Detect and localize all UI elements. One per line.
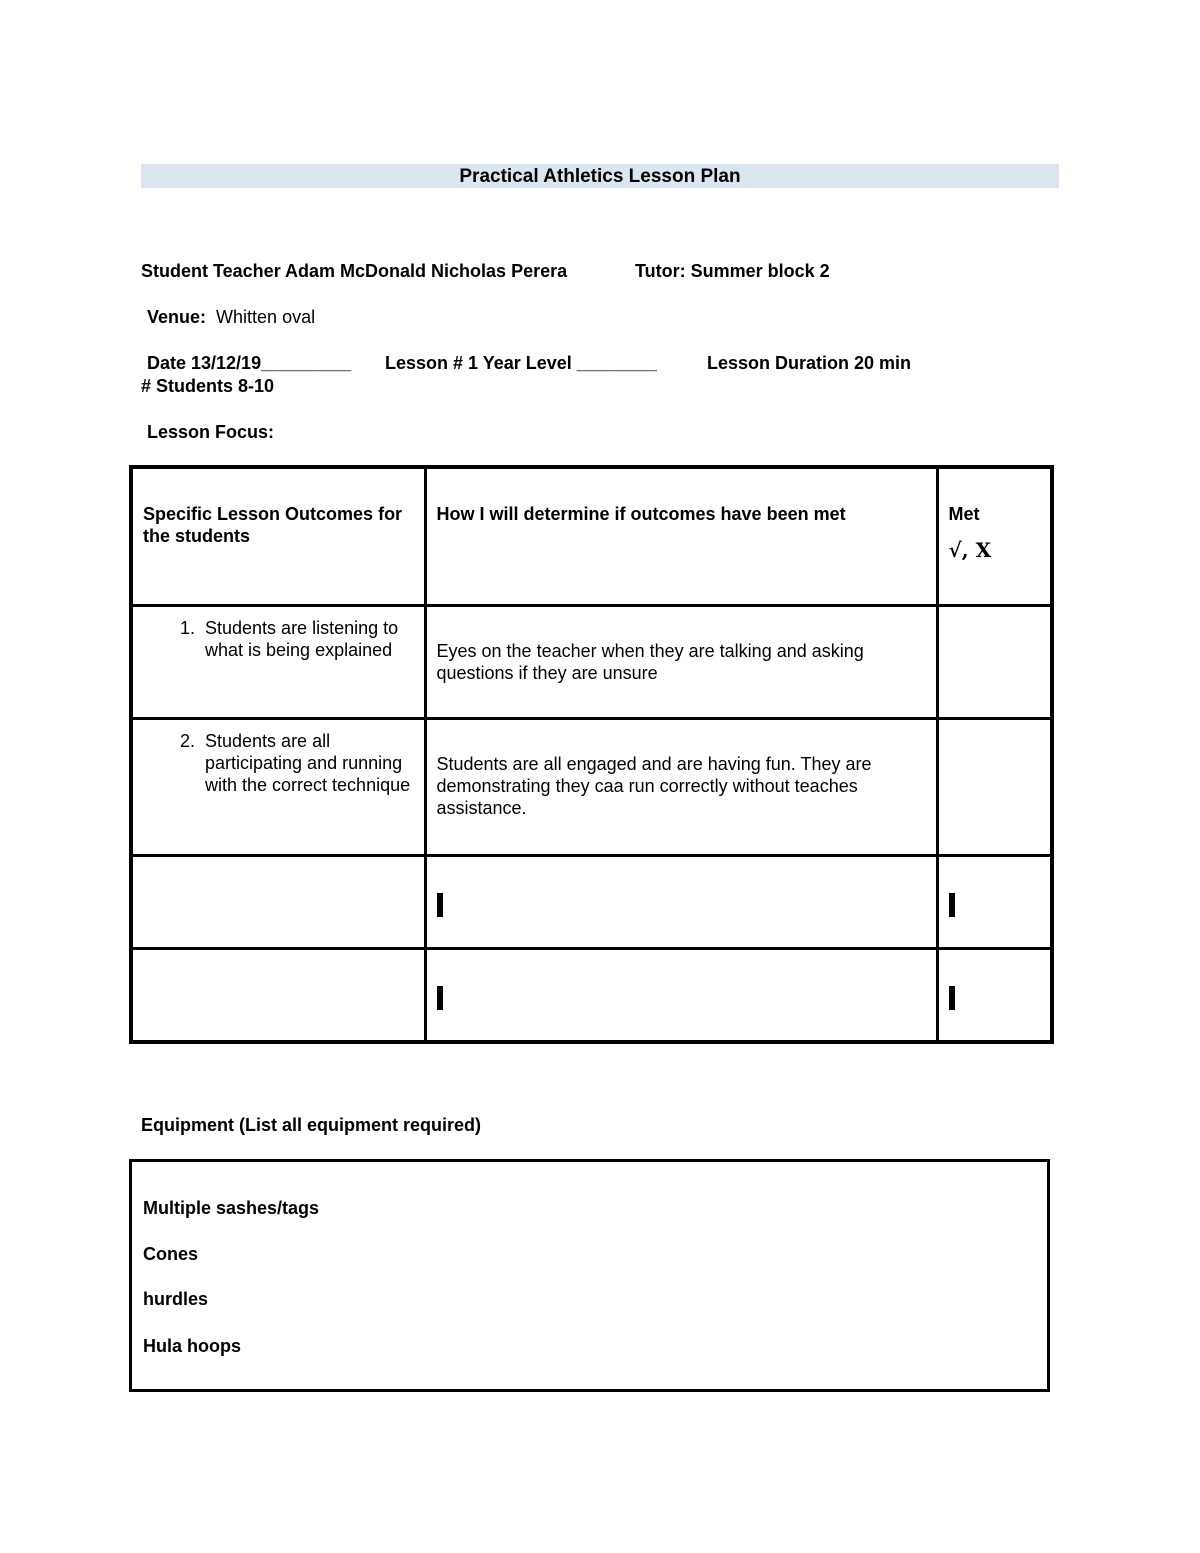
met-cell-empty[interactable]	[937, 948, 1052, 1042]
determine-cell-empty[interactable]	[425, 948, 937, 1042]
venue-line	[147, 306, 315, 328]
outcome-cell-empty[interactable]	[131, 855, 425, 948]
determine-cell[interactable]	[425, 718, 937, 855]
list-item: hurdles	[143, 1289, 209, 1309]
list-item: Multiple sashes/tags	[143, 1198, 320, 1218]
outcome-text: Students are all participating and running with the correct technique	[205, 730, 411, 795]
met-header: Met	[948, 504, 980, 524]
met-cell[interactable]	[937, 718, 1052, 855]
lesson-line: Lesson # 1 Year Level ________	[385, 353, 657, 373]
venue-label: Venue:	[147, 307, 207, 327]
outcomes-header: Specific Lesson Outcomes for the students	[143, 504, 403, 546]
equipment-heading: Equipment (List all equipment required)	[141, 1115, 482, 1135]
table-header-row	[131, 467, 1052, 605]
date-line: Date 13/12/19_________	[147, 353, 352, 373]
outcome-cell-empty[interactable]	[131, 948, 425, 1042]
table-row	[131, 718, 1052, 855]
text-cursor-icon	[437, 893, 443, 917]
table-row	[131, 855, 1052, 948]
met-header-cell	[937, 467, 1052, 605]
duration-line: Lesson Duration 20 min	[707, 353, 912, 373]
lesson-focus-label: Lesson Focus:	[147, 422, 275, 442]
outcome-cell[interactable]	[131, 718, 425, 855]
determine-header-cell	[425, 467, 937, 605]
tutor-line: Tutor: Summer block 2	[635, 261, 830, 281]
text-cursor-icon	[949, 986, 955, 1010]
students-line: # Students 8-10	[141, 376, 275, 396]
determine-text: Eyes on the teacher when they are talking and asking questions if they are unsure	[436, 640, 864, 683]
student-teacher-line: Student Teacher Adam McDonald Nicholas Perera	[141, 261, 568, 281]
determine-text: Students are all engaged and are having fun. They are demonstrating they caa run correctly without teaches assistance.	[436, 753, 872, 818]
table-row	[131, 605, 1052, 718]
outcomes-header-cell	[131, 467, 425, 605]
text-cursor-icon	[437, 986, 443, 1010]
outcome-number: 1.	[179, 617, 195, 638]
determine-cell[interactable]	[425, 605, 937, 718]
list-item: Cones	[143, 1244, 199, 1264]
outcomes-table	[129, 465, 1054, 1044]
met-cell-empty[interactable]	[937, 855, 1052, 948]
determine-header: How I will determine if outcomes have been met	[436, 504, 846, 524]
venue-value: Whitten oval	[216, 307, 316, 327]
text-cursor-icon	[949, 893, 955, 917]
outcome-cell[interactable]	[131, 605, 425, 718]
met-cell[interactable]	[937, 605, 1052, 718]
document-title: Practical Athletics Lesson Plan	[141, 164, 1059, 188]
table-row	[131, 948, 1052, 1042]
determine-cell-empty[interactable]	[425, 855, 937, 948]
outcome-number: 2.	[179, 730, 195, 751]
outcome-text: Students are listening to what is being explained	[205, 617, 399, 660]
met-symbols: √, X	[948, 538, 992, 562]
equipment-box[interactable]	[129, 1159, 1050, 1392]
list-item: Hula hoops	[143, 1336, 241, 1356]
